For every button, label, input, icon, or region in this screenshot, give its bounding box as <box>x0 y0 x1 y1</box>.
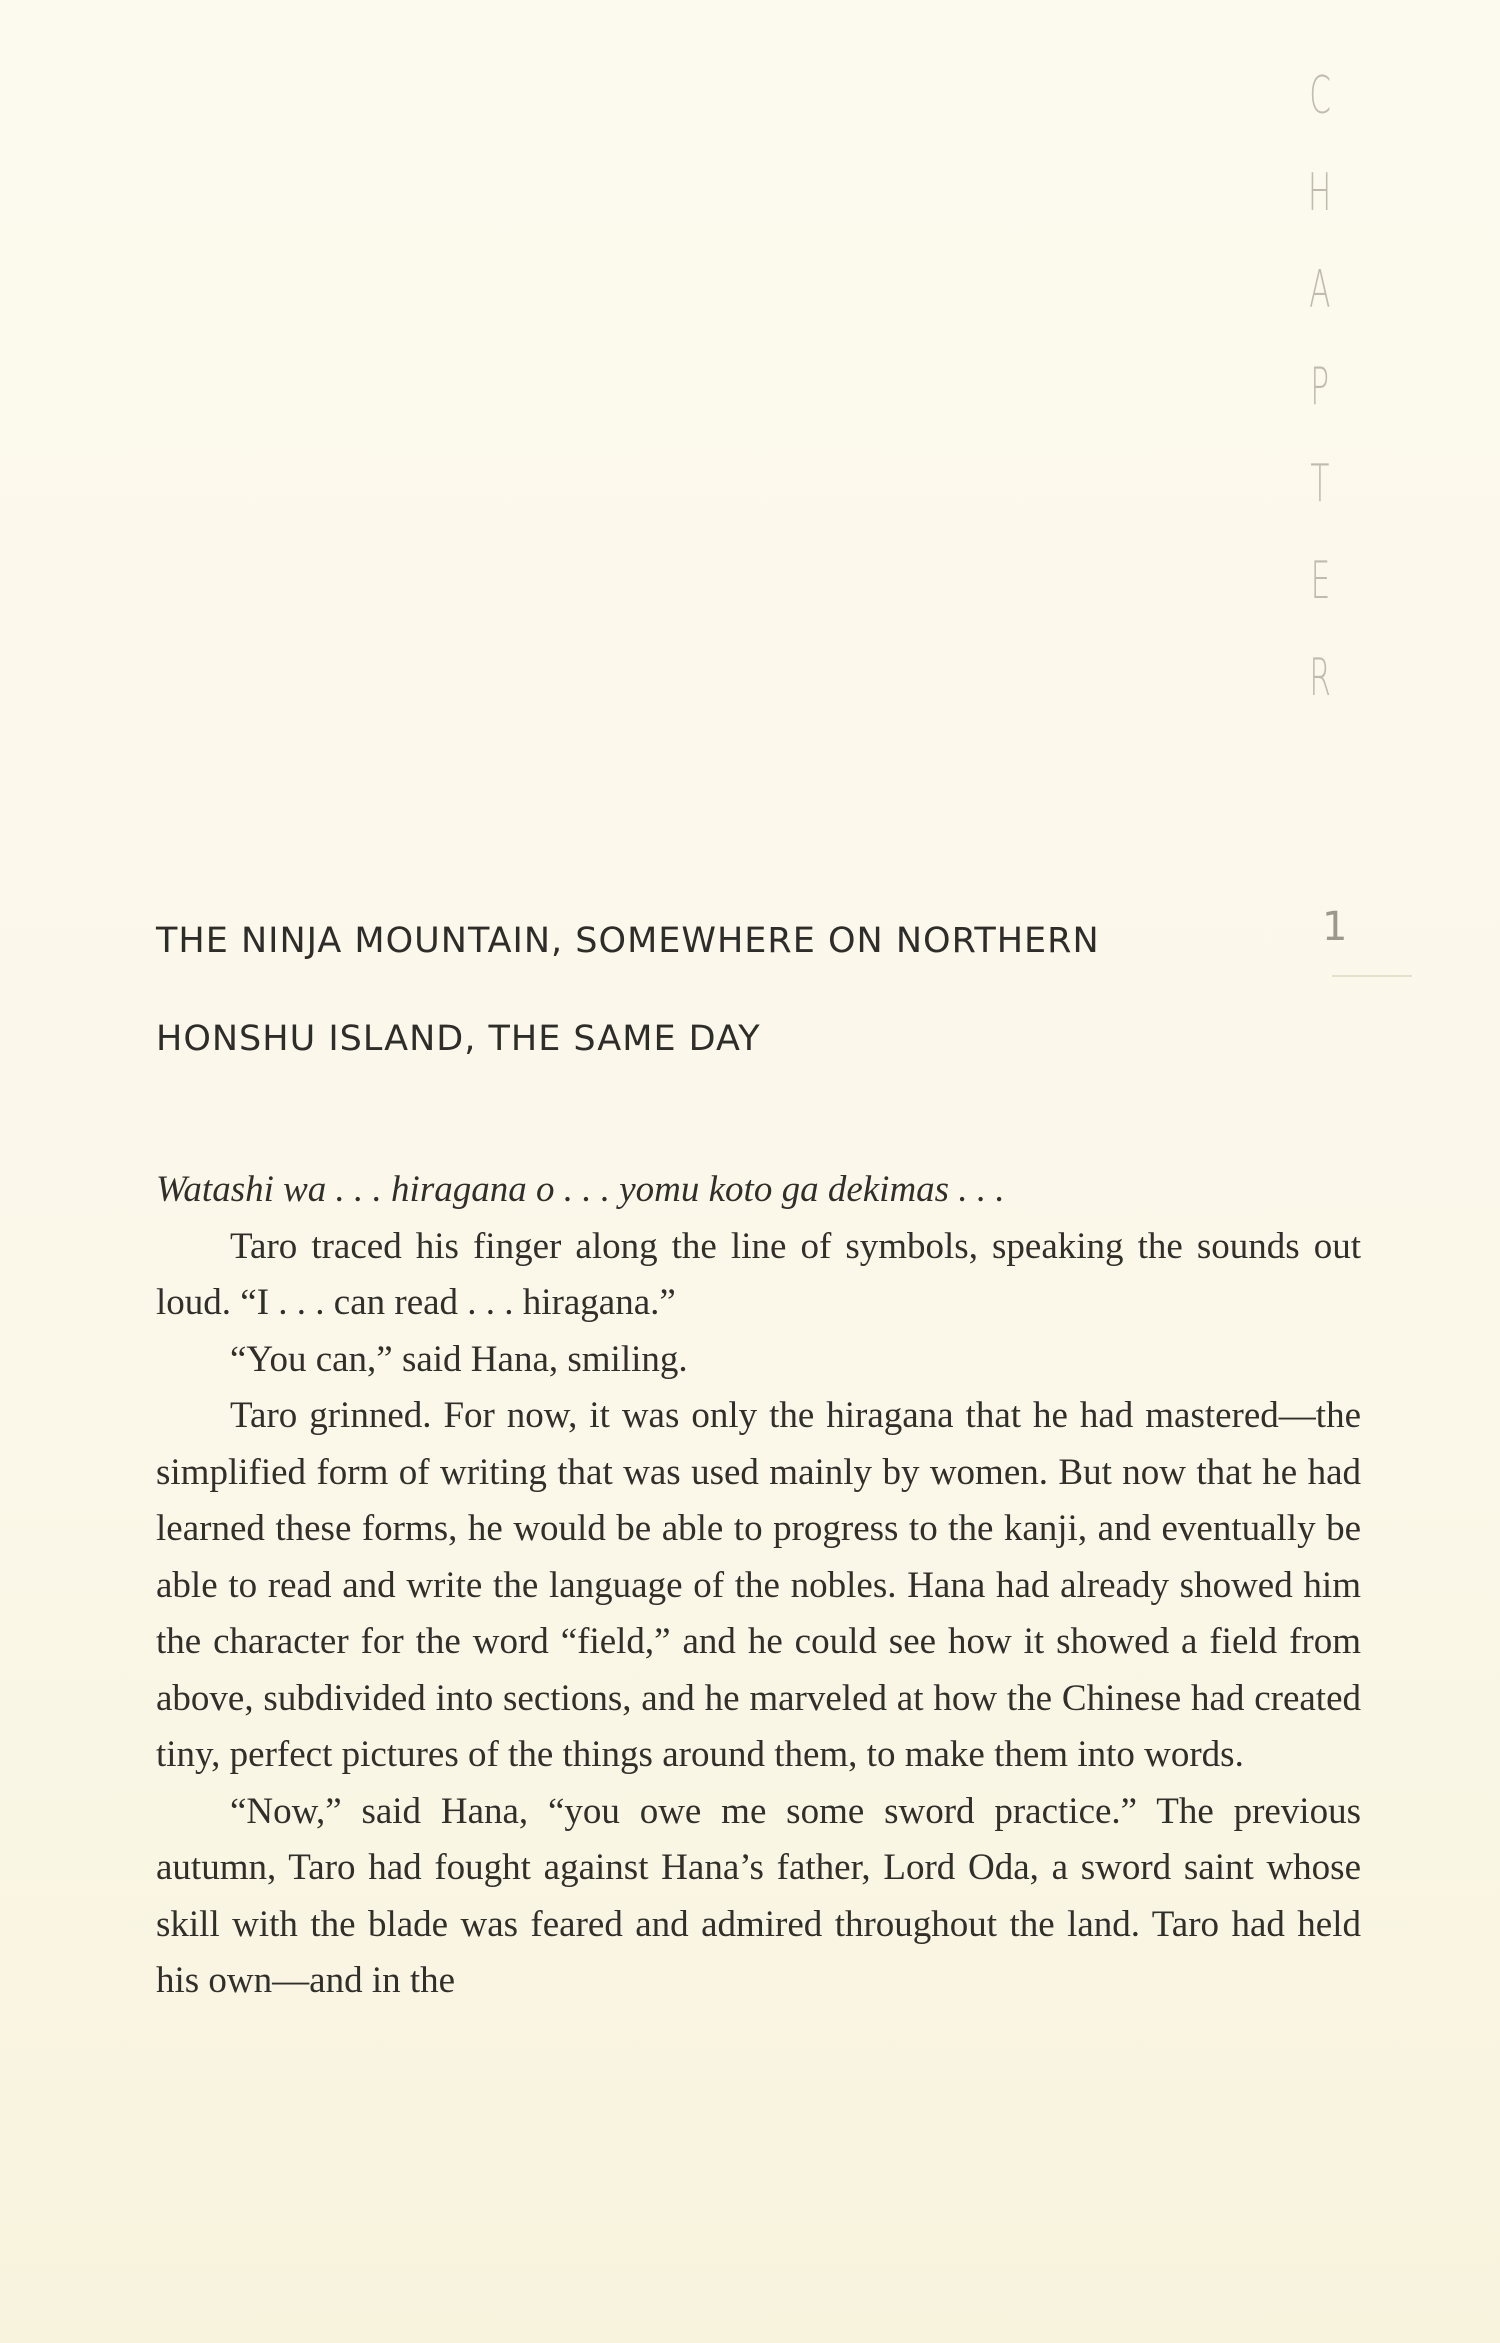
chapter-letter: P <box>1310 357 1330 417</box>
chapter-letter: T <box>1310 454 1330 514</box>
chapter-rule-divider <box>1332 975 1412 977</box>
chapter-body-text <box>156 1162 1361 2010</box>
chapter-letter: R <box>1309 648 1331 708</box>
chapter-letter: E <box>1310 551 1330 611</box>
body-paragraph: Taro traced his finger along the line of symbols, speaking the sounds out loud. “I . . . can read . . . hiragana.” <box>156 1225 1361 1323</box>
body-paragraph: “You can,” said Hana, smiling. <box>230 1338 688 1380</box>
opening-italic-paragraph: Watashi wa . . . hiragana o . . . yomu koto ga dekimas . . . <box>156 1169 1005 1210</box>
chapter-number: 1 <box>1322 904 1348 950</box>
body-paragraph: “Now,” said Hana, “you owe me some sword practice.” The previous autumn, Taro had fought against Hana’s father, Lord Oda, a sword saint whose skill with the blade was feared and admired throughout the land. Taro had held his own—and in the <box>156 1790 1361 2001</box>
body-paragraph: Taro grinned. For now, it was only the hiragana that he had mastered—the simplified form of writing that was used mainly by women. But now that he had learned these forms, he would be able to progress to the kanji, and eventually be able to read and write the language of the nobles. Hana had already showed him the character for the word “field,” and he could see how it showed a field from above, subdivided into sections, and he marveled at how the Chinese had created tiny, perfect pictures of the things around them, to make them into words. <box>156 1395 1361 1775</box>
location-heading-line-1: THE NINJA MOUNTAIN, SOMEWHERE ON NORTHERN <box>156 921 1100 961</box>
location-heading-line-2: HONSHU ISLAND, THE SAME DAY <box>156 1019 761 1059</box>
chapter-word-vertical <box>1290 66 1350 749</box>
chapter-letter: C <box>1309 66 1331 126</box>
chapter-letter: A <box>1309 260 1331 320</box>
chapter-letter: H <box>1308 163 1332 223</box>
